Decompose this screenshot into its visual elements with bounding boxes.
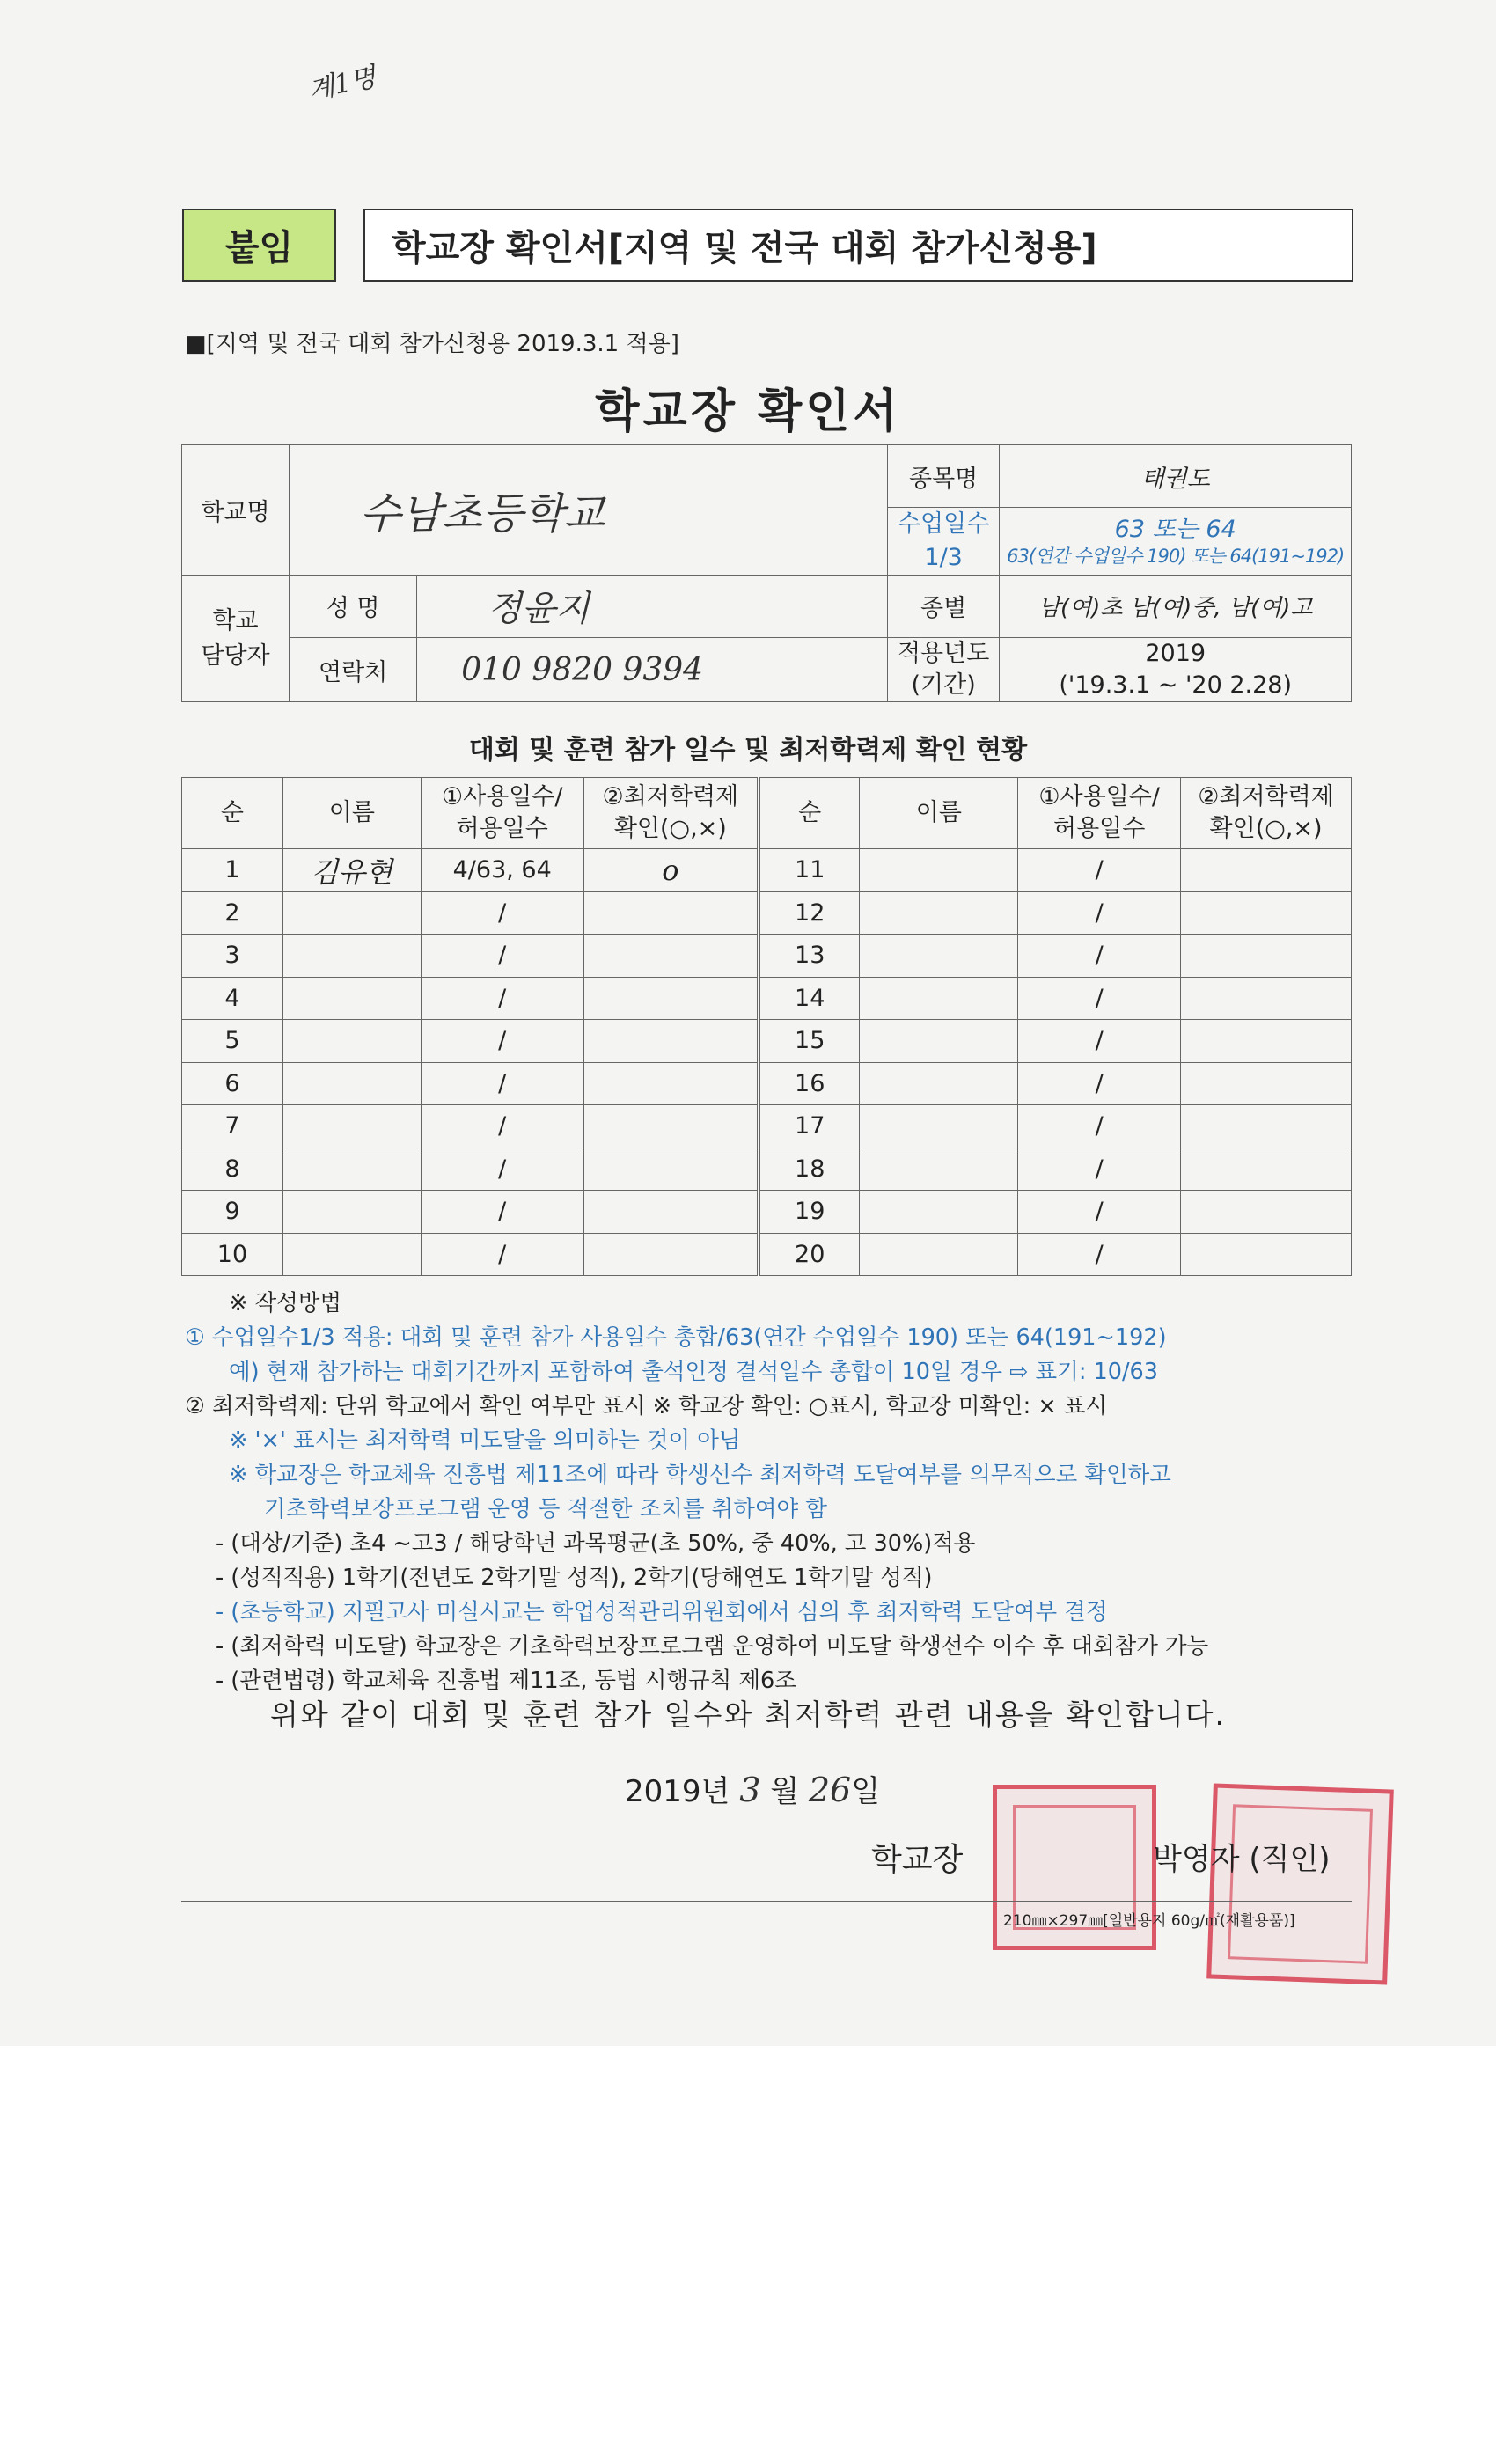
row-number: 19: [759, 1191, 860, 1234]
header-days-2: 허용일수: [456, 815, 548, 842]
table-row: [182, 1233, 1352, 1276]
year-label-2: (기간): [911, 671, 976, 700]
student-name: [282, 977, 421, 1020]
student-name: [282, 1191, 421, 1234]
date-month-unit: 월: [770, 1774, 800, 1809]
row-number: 12: [759, 891, 860, 935]
days-cell: /: [421, 1191, 583, 1234]
school-name: 수남초등학교: [360, 488, 605, 539]
student-name: [282, 1233, 421, 1276]
check-cell: [1181, 935, 1352, 978]
contact-label: 연락처: [290, 637, 417, 702]
row-number: 2: [182, 891, 283, 935]
row-number: 4: [182, 977, 283, 1020]
days-cell: /: [421, 1148, 583, 1191]
table-row: [182, 1105, 1352, 1148]
method-line-5: ※ 학교장은 학교체육 진흥법 제11조에 따라 학생선수 최저학력 도달여부를 의무적으로 확인하고: [229, 1462, 1171, 1488]
check-cell: [1181, 1233, 1352, 1276]
school-label: 학교명: [182, 445, 290, 576]
days-cell: /: [1018, 891, 1181, 935]
check-cell: [583, 1105, 759, 1148]
row-number: 8: [182, 1148, 283, 1191]
official-seal-stamp: [1206, 1783, 1394, 1984]
days-cell: /: [1018, 849, 1181, 892]
info-table: [181, 444, 1352, 702]
row-number: 18: [759, 1148, 860, 1191]
method-line-3: ② 최저학력제: 단위 학교에서 확인 여부만 표시 ※ 학교장 확인: ○표시, 학교장 미확인: × 표시: [185, 1393, 1108, 1419]
table-row: [182, 1148, 1352, 1191]
row-number: 20: [759, 1233, 860, 1276]
section-title: 대회 및 훈련 참가 일수 및 최저학력제 확인 현황: [468, 735, 1028, 766]
row-number: 13: [759, 935, 860, 978]
days-cell: /: [1018, 1062, 1181, 1105]
manager-label-1: 학교: [212, 607, 259, 635]
sport-label: 종목명: [887, 445, 1000, 508]
method-heading: ※ 작성방법: [229, 1290, 342, 1316]
student-name: [860, 1020, 1018, 1063]
check-cell: [1181, 1148, 1352, 1191]
table-row: [182, 1062, 1352, 1105]
header-days-2: 허용일수: [1052, 815, 1146, 842]
student-name: [860, 1062, 1018, 1105]
student-name: [860, 935, 1018, 978]
row-number: 15: [759, 1020, 860, 1063]
days-cell: /: [1018, 1148, 1181, 1191]
check-cell: [1181, 1191, 1352, 1234]
student-name: [282, 891, 421, 935]
table-row: [182, 977, 1352, 1020]
date-day: 26: [808, 1771, 852, 1809]
type-label: 종별: [887, 575, 1000, 637]
header-check-2: 확인(○,×): [1209, 815, 1323, 842]
check-cell: [1181, 977, 1352, 1020]
student-name: [282, 1148, 421, 1191]
student-name: [860, 891, 1018, 935]
date-day-unit: 일: [851, 1774, 881, 1809]
header-check-1: ②최저학력제: [602, 782, 739, 810]
student-name: [860, 1105, 1018, 1148]
days-cell: /: [1018, 977, 1181, 1020]
divider: [181, 1901, 1352, 1902]
header-order: 순: [759, 778, 860, 849]
row-number: 9: [182, 1191, 283, 1234]
days-value-2: 63(연간 수업일수 190) 또는 64(191~192): [1007, 545, 1345, 567]
row-number: 11: [759, 849, 860, 892]
method-line-6: 기초학력보장프로그램 운영 등 적절한 조치를 취하여야 함: [264, 1496, 827, 1522]
method-line-11: - (관련법령) 학교체육 진흥법 제11조, 동법 시행규칙 제6조: [216, 1668, 796, 1694]
paper-spec: 210㎜×297㎜[일반용지 60g/㎡(재활용품)]: [1003, 1912, 1295, 1930]
days-cell: /: [1018, 1020, 1181, 1063]
row-number: 3: [182, 935, 283, 978]
student-name: [860, 1148, 1018, 1191]
header-check-1: ②최저학력제: [1198, 782, 1334, 810]
student-name: [860, 1233, 1018, 1276]
student-name: [860, 1191, 1018, 1234]
table-row: [182, 935, 1352, 978]
header-days-1: ①사용일수/: [441, 782, 563, 810]
date-month: 3: [739, 1771, 761, 1809]
table-header-row: [182, 778, 1352, 849]
check-cell: [583, 1062, 759, 1105]
days-cell: /: [1018, 935, 1181, 978]
days-cell: /: [1018, 1233, 1181, 1276]
type-value: 남(여)초 남(여)중, 남(여)고: [1000, 575, 1352, 637]
row-number: 10: [182, 1233, 283, 1276]
method-line-2: 예) 현재 참가하는 대회기간까지 포함하여 출석인정 결석일수 총합이 10일 경우 ⇨ 표기: 10/63: [229, 1359, 1158, 1385]
date-year: 2019년: [625, 1774, 730, 1809]
student-name: [282, 1062, 421, 1105]
check-cell: [1181, 1020, 1352, 1063]
manager-label-2: 담당자: [201, 642, 270, 670]
table-row: [182, 849, 1352, 892]
reference-line: ■[지역 및 전국 대회 참가신청용 2019.3.1 적용]: [185, 331, 679, 357]
header-name: 이름: [860, 778, 1018, 849]
table-row: [182, 1020, 1352, 1063]
contact-value: 010 9820 9394: [461, 651, 704, 688]
year-value-2: ('19.3.1 ~ '20 2.28): [1059, 671, 1293, 700]
row-number: 17: [759, 1105, 860, 1148]
days-cell: /: [1018, 1191, 1181, 1234]
days-value-1: 63 또는 64: [1114, 515, 1236, 543]
writing-method: [185, 1287, 1364, 1698]
student-name: [282, 935, 421, 978]
method-line-7: - (대상/기준) 초4 ~고3 / 해당학년 과목평균(초 50%, 중 40%, 고 30%)적용: [216, 1530, 976, 1557]
student-name: [860, 977, 1018, 1020]
table-row: [182, 1191, 1352, 1234]
row-number: 5: [182, 1020, 283, 1063]
check-cell: [583, 1233, 759, 1276]
check-cell: [1181, 1062, 1352, 1105]
check-cell: [583, 1148, 759, 1191]
check-cell: [583, 935, 759, 978]
check-cell: [583, 977, 759, 1020]
check-cell: [1181, 891, 1352, 935]
method-line-8: - (성적적용) 1학기(전년도 2학기말 성적), 2학기(당해연도 1학기말 성적): [216, 1565, 933, 1591]
days-cell: /: [1018, 1105, 1181, 1148]
check-cell: [583, 1020, 759, 1063]
confirmation-text: 위와 같이 대회 및 훈련 참가 일수와 최저학력 관련 내용을 확인합니다.: [270, 1698, 1226, 1732]
check-cell: o: [583, 849, 759, 892]
document-heading: 학교장 확인서[지역 및 전국 대회 참가신청용]: [363, 209, 1353, 282]
table-row: [182, 891, 1352, 935]
principal-label: 학교장: [871, 1842, 964, 1878]
row-number: 7: [182, 1105, 283, 1148]
days-cell: /: [421, 1105, 583, 1148]
page-title: 학교장 확인서: [595, 385, 901, 438]
participation-table: [181, 777, 1352, 1276]
check-cell: [1181, 1105, 1352, 1148]
year-label-1: 적용년도: [897, 639, 990, 667]
signature-date: [625, 1767, 880, 1810]
row-number: 16: [759, 1062, 860, 1105]
days-cell: /: [421, 891, 583, 935]
student-name: 김유현: [282, 849, 421, 892]
year-value-1: 2019: [1145, 639, 1206, 667]
header-days-1: ①사용일수/: [1038, 782, 1160, 810]
days-cell: 4/63, 64: [421, 849, 583, 892]
header-order: 순: [182, 778, 283, 849]
days-cell: /: [421, 1062, 583, 1105]
handwritten-note: 계1명: [305, 62, 379, 106]
days-cell: /: [421, 935, 583, 978]
method-line-9: - (초등학교) 지필고사 미실시교는 학업성적관리위원회에서 심의 후 최저학력 도달여부 결정: [216, 1599, 1108, 1625]
attachment-label: 붙임: [182, 209, 336, 282]
check-cell: [1181, 849, 1352, 892]
days-label-1: 수업일수: [897, 510, 990, 538]
name-label: 성 명: [290, 575, 417, 637]
days-cell: /: [421, 1020, 583, 1063]
days-label-2: 1/3: [924, 543, 963, 571]
header-name: 이름: [282, 778, 421, 849]
sport-value: 태권도: [1000, 445, 1352, 508]
header-check-2: 확인(○,×): [613, 815, 727, 842]
days-cell: /: [421, 1233, 583, 1276]
student-name: [282, 1105, 421, 1148]
method-line-4: ※ '×' 표시는 최저학력 미도달을 의미하는 것이 아님: [229, 1427, 741, 1454]
row-number: 1: [182, 849, 283, 892]
method-line-10: - (최저학력 미도달) 학교장은 기초학력보장프로그램 운영하여 미도달 학생선수 이수 후 대회참가 가능: [216, 1633, 1209, 1660]
check-cell: [583, 1191, 759, 1234]
days-cell: /: [421, 977, 583, 1020]
manager-name: 정윤지: [488, 589, 590, 630]
student-name: [860, 849, 1018, 892]
check-cell: [583, 891, 759, 935]
method-line-1: ① 수업일수1/3 적용: 대회 및 훈련 참가 사용일수 총합/63(연간 수업일수 190) 또는 64(191~192): [185, 1324, 1167, 1351]
row-number: 6: [182, 1062, 283, 1105]
student-name: [282, 1020, 421, 1063]
row-number: 14: [759, 977, 860, 1020]
principal-name: 박영자 (직인): [1153, 1842, 1331, 1877]
